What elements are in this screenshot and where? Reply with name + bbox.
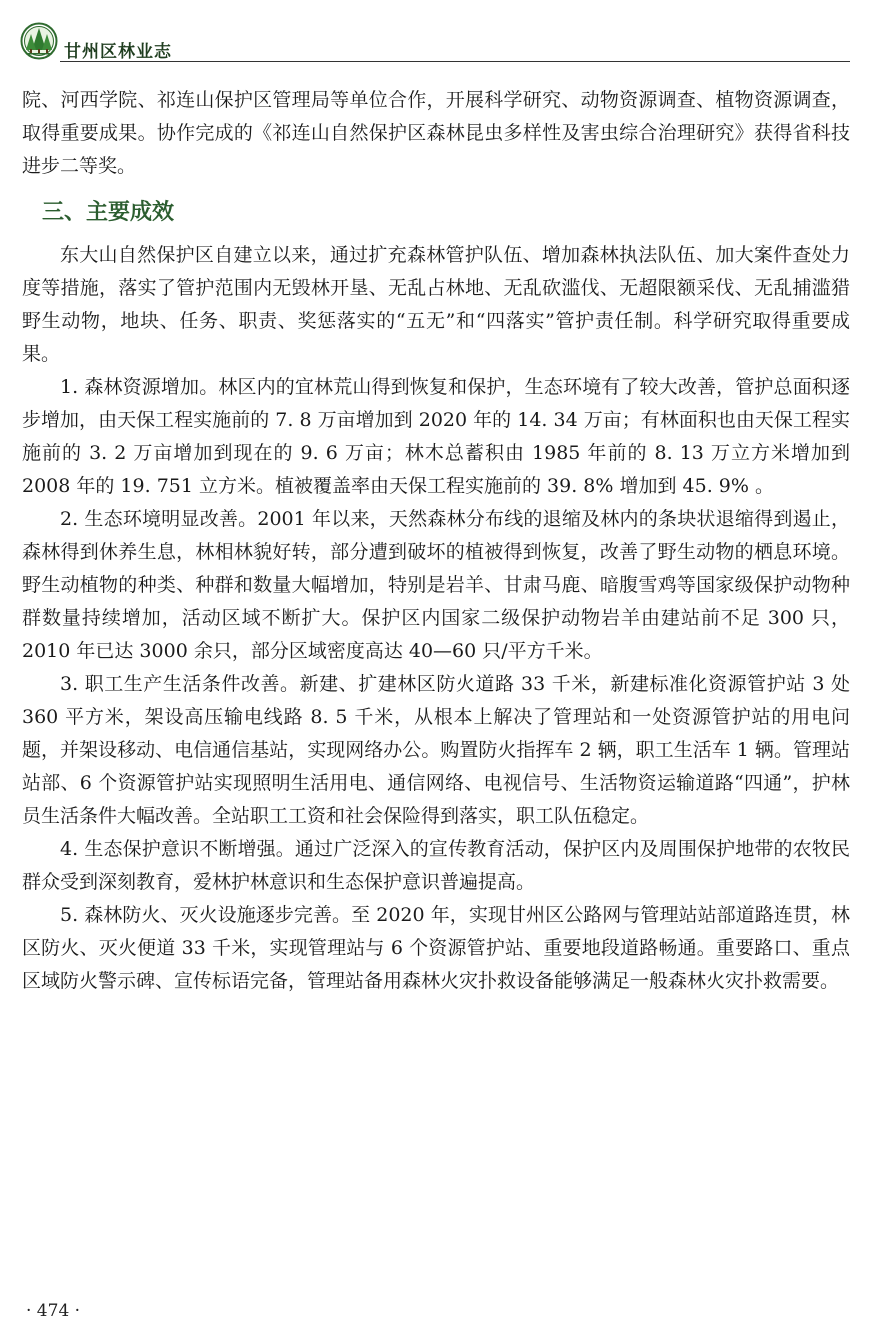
page-number: · 474 ·: [26, 1301, 81, 1321]
forest-trees-logo-icon: [20, 22, 58, 60]
book-title: 甘州区林业志: [64, 42, 172, 62]
intro-paragraph: 院、河西学院、祁连山保护区管理局等单位合作，开展科学研究、动物资源调查、植物资源调查，取得重要成果。协作完成的《祁连山自然保护区森林昆虫多样性及害虫综合治理研究》获得省科技进步二等奖。: [22, 89, 850, 177]
header-divider: [60, 61, 850, 62]
section-paragraph-awareness: 4. 生态保护意识不断增强。通过广泛深入的宣传教育活动，保护区内及周围保护地带的农牧民群众受到深刻教育，爱林护林意识和生态保护意识普遍提高。: [22, 838, 850, 893]
section-paragraph-ecology: 2. 生态环境明显改善。2001 年以来，天然森林分布线的退缩及林内的条块状退缩得到遏止，森林得到休养生息，林相林貌好转，部分遭到破坏的植被得到恢复，改善了野生动物的栖息环境。野生动植物的种类、种群和数量大幅增加，特别是岩羊、甘肃马鹿、暗腹雪鸡等国家级保护动物种群数量持续增加，活动区域不断扩大。保护区内国家二级保护动物岩羊由建站前不足 300 只，2010 年已达 3000 余只，部分区域密度高达 40—60 只/平方千米。: [22, 508, 850, 662]
section-paragraph-forest-resources: 1. 森林资源增加。林区内的宜林荒山得到恢复和保护，生态环境有了较大改善，管护总面积逐步增加，由天保工程实施前的 7. 8 万亩增加到 2020 年的 14. 34 万亩；有林面积也由天保工程实施前的 3. 2 万亩增加到现在的 9. 6 万亩；林木总蓄积由 1985 年前的 8. 13 万立方米增加到 2008 年的 19. 751 立方米。植被覆盖率由天保工程实施前的 39. 8% 增加到 45. 9% 。: [22, 376, 850, 497]
section-heading: 三、主要成效: [42, 200, 175, 225]
section-paragraph-fire-prevention: 5. 森林防火、灭火设施逐步完善。至 2020 年，实现甘州区公路网与管理站站部道路连贯，林区防火、灭火便道 33 千米，实现管理站与 6 个资源管护站、重要地段道路畅通。重要路口、重点区域防火警示碑、宣传标语完备，管理站备用森林火灾扑救设备能够满足一般森林火灾扑救需要。: [22, 904, 850, 992]
section-paragraph-intro: 东大山自然保护区自建立以来，通过扩充森林管护队伍、增加森林执法队伍、加大案件查处力度等措施，落实了管护范围内无毁林开垦、无乱占林地、无乱砍滥伐、无超限额采伐、无乱捕滥猎野生动物，地块、任务、职责、奖惩落实的“五无”和“四落实”管护责任制。科学研究取得重要成果。: [22, 244, 850, 365]
section-paragraph-living-conditions: 3. 职工生产生活条件改善。新建、扩建林区防火道路 33 千米，新建标准化资源管护站 3 处 360 平方米，架设高压输电线路 8. 5 千米，从根本上解决了管理站和一处资源管护站的用电问题，并架设移动、电信通信基站，实现网络办公。购置防火指挥车 2 辆，职工生活车 1 辆。管理站站部、6 个资源管护站实现照明生活用电、通信网络、电视信号、生活物资运输道路“四通”，护林员生活条件大幅改善。全站职工工资和社会保险得到落实，职工队伍稳定。: [22, 673, 850, 827]
page-header: [20, 22, 850, 62]
page-body: [22, 84, 850, 998]
